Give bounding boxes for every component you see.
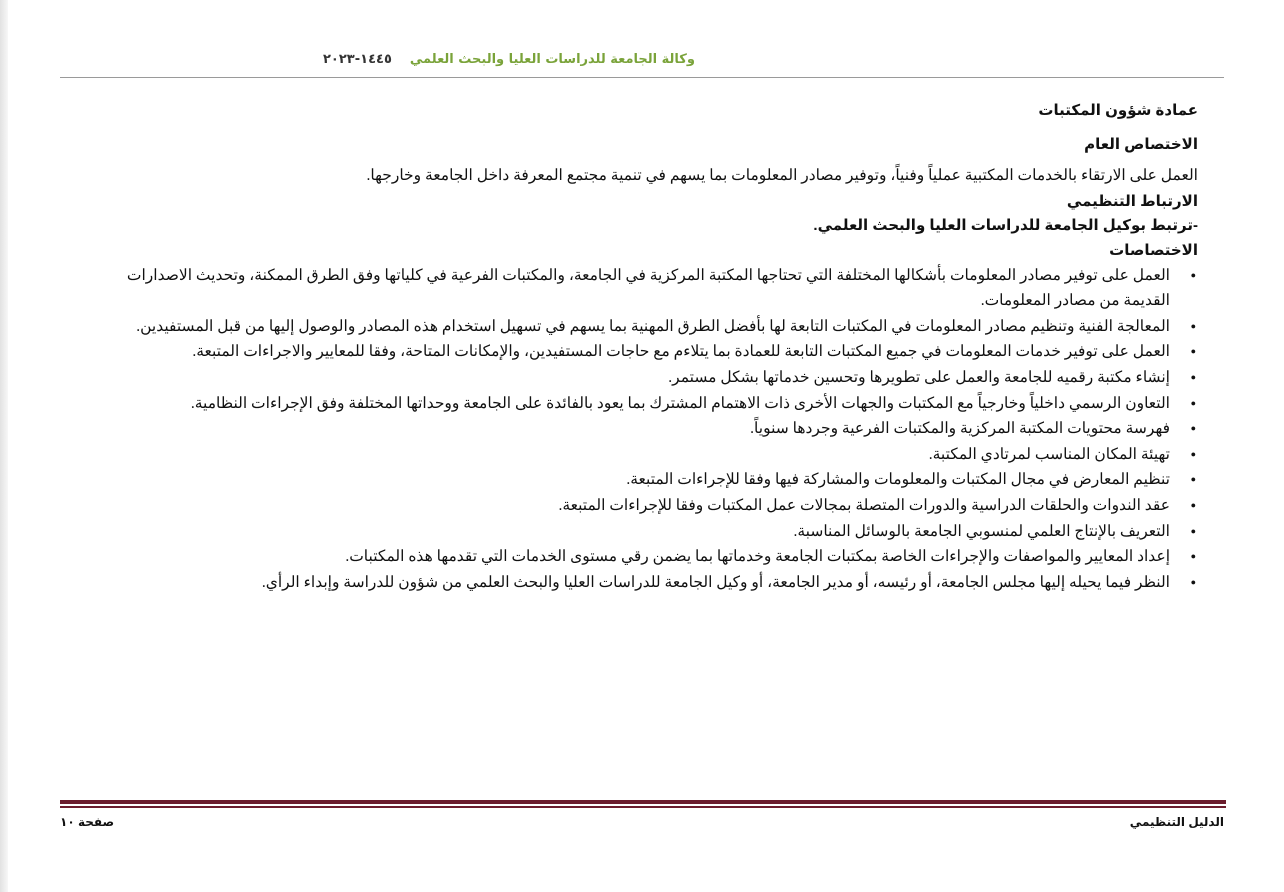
duty-item: ● العمل على توفير مصادر المعلومات بأشكالها المختلفة التي تحتاجها المكتبة المركزية في الجامعة، والمكتبات الفرعية في كلياتها وفق الطرق الممكنة، وتحديث الاصدارات القديمة من مصادر المعلومات.: [88, 263, 1198, 314]
footer-page-number: صفحة ١٠: [60, 815, 115, 829]
page-header: [323, 52, 695, 67]
page-content: [88, 98, 1198, 595]
dean-heading: عمادة شؤون المكتبات: [1038, 102, 1198, 119]
duty-item: ● النظر فيما يحيله إليها مجلس الجامعة، أو رئيسه، أو مدير الجامعة، أو وكيل الجامعة للدراسات العليا والبحث العلمي من شؤون للدراسة وإبداء الرأي.: [88, 570, 1198, 596]
duty-item: ● فهرسة محتويات المكتبة المركزية والمكتبات الفرعية وجردها سنوياً.: [88, 416, 1198, 442]
footer-guide-label: الدليل التنظيمي: [1129, 815, 1224, 829]
duty-item: ● المعالجة الفنية وتنظيم مصادر المعلومات في المكتبات التابعة لها بأفضل الطرق المهنية بما يسهم في تسهيل استخدام هذه المصادر والوصول إليها من قبل المستفيدين.: [88, 314, 1198, 340]
general-heading: الاختصاص العام: [1084, 136, 1198, 153]
link-text: -ترتبط بوكيل الجامعة للدراسات العليا والبحث العلمي.: [813, 216, 1198, 234]
page-edge-shadow: [0, 0, 8, 892]
duty-item: ● عقد الندوات والحلقات الدراسية والدورات المتصلة بمجالات عمل المكتبات وفقا للإجراءات المتبعة.: [88, 493, 1198, 519]
duty-item: ● تنظيم المعارض في مجال المكتبات والمعلومات والمشاركة فيها وفقا للإجراءات المتبعة.: [88, 467, 1198, 493]
header-title: وكالة الجامعة للدراسات العليا والبحث العلمي: [409, 52, 695, 67]
duties-list: [88, 263, 1198, 596]
duty-item: ● إنشاء مكتبة رقميه للجامعة والعمل على تطويرها وتحسين خدماتها بشكل مستمر.: [88, 365, 1198, 391]
duty-item: ● تهيئة المكان المناسب لمرتادي المكتبة.: [88, 442, 1198, 468]
header-divider: [60, 77, 1224, 78]
duty-item: ● العمل على توفير خدمات المعلومات في جميع المكتبات التابعة للعمادة بما يتلاءم مع حاجات المستفيدين، والإمكانات المتاحة، وفقا للمعايير والاجراءات المتبعة.: [88, 339, 1198, 365]
duty-item: ● التعريف بالإنتاج العلمي لمنسوبي الجامعة بالوسائل المناسبة.: [88, 519, 1198, 545]
header-year: ١٤٤٥-٢٠٢٣: [323, 52, 392, 67]
general-text: العمل على الارتقاء بالخدمات المكتبية عملياً وفنياً، وتوفير مصادر المعلومات بما يسهم في تنمية مجتمع المعرفة داخل الجامعة وخارجها.: [366, 167, 1198, 184]
document-page: [8, 0, 1284, 892]
footer-divider-thick: [60, 800, 1226, 804]
link-heading: الارتباط التنظيمي: [1066, 192, 1198, 210]
duty-item: ● التعاون الرسمي داخلياً وخارجياً مع المكتبات والجهات الأخرى ذات الاهتمام المشترك بما يعود بالفائدة على الجامعة ووحداتها المختلفة وفق الإجراءات النظامية.: [88, 391, 1198, 417]
duty-item: ● إعداد المعايير والمواصفات والإجراءات الخاصة بمكتبات الجامعة وخدماتها بما يضمن رقي مستوى الخدمات التي تقدمها هذه المكتبات.: [88, 544, 1198, 570]
duties-heading: الاختصاصات: [1109, 241, 1198, 259]
footer-divider-thin: [60, 806, 1226, 808]
